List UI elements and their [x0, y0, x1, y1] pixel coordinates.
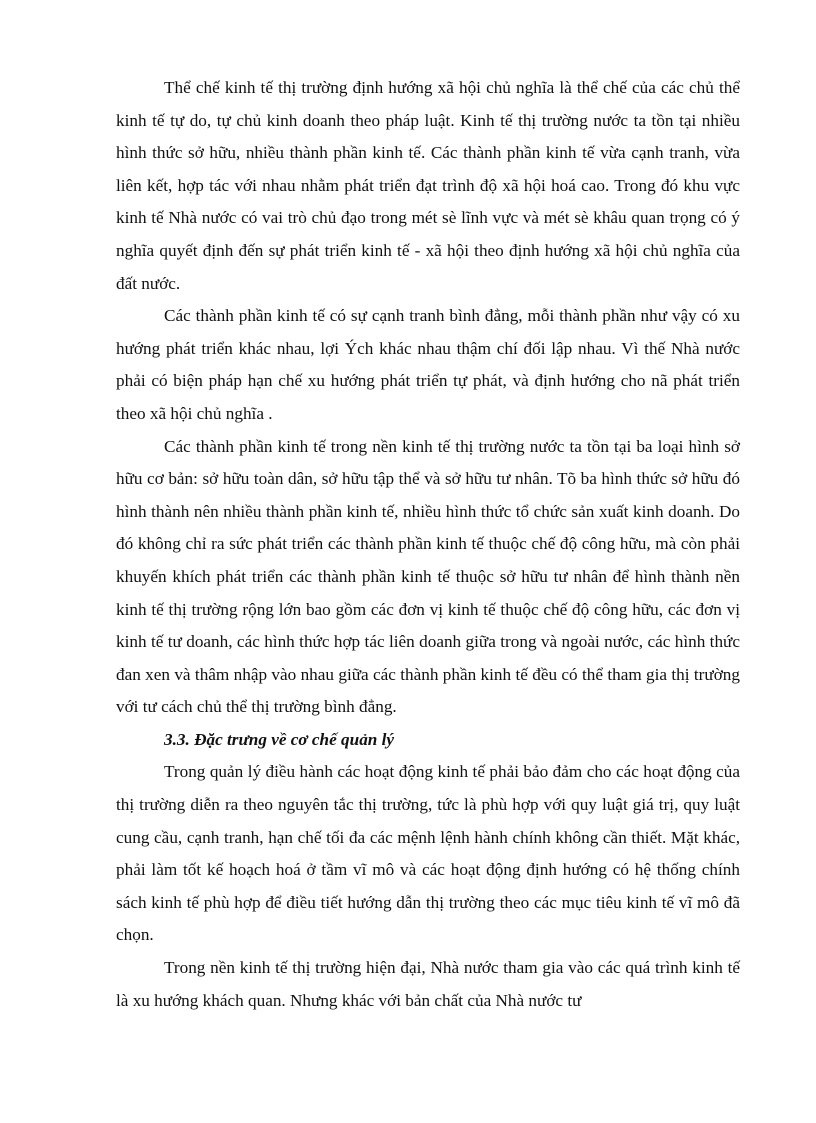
paragraph-ownership-forms: Các thành phần kinh tế trong nền kinh tế thị trường nước ta tồn tại ba loại hình sở hữu cơ bản: sở hữu toàn dân, sở hữu tập thể và sở hữu tư nhân. Tõ ba hình thức sở hữu đó hình thành nên nhiều thành phần kinh tế, nhiều hình thức tổ chức sản xuất kinh doanh. Do đó không chỉ ra sức phát triển các thành phần kinh tế thuộc chế độ công hữu, mà còn phải khuyến khích phát triển các thành phần kinh tế thuộc sở hữu tư nhân để hình thành nền kinh tế thị trường rộng lớn bao gồm các đơn vị kinh tế thuộc chế độ công hữu, các đơn vị kinh tế tư doanh, các hình thức hợp tác liên doanh giữa trong và ngoài nước, các hình thức đan xen và thâm nhập vào nhau giữa các thành phần kinh tế đều có thể tham gia thị trường với tư cách chủ thể thị trường bình đẳng.: [116, 436, 740, 717]
paragraph-management-principles: Trong quản lý điều hành các hoạt động kinh tế phải bảo đảm cho các hoạt động của thị trường diễn ra theo nguyên tắc thị trường, tức là phù hợp với quy luật giá trị, quy luật cung cầu, cạnh tranh, hạn chế tối đa các mệnh lệnh hành chính không cần thiết. Mặt khác, phải làm tốt kế hoạch hoá ở tầm vĩ mô và các hoạt động định hướng có hệ thống chính sách kinh tế phù hợp để điều tiết hướng dẫn thị trường theo các mục tiêu kinh tế vĩ mô đã chọn.: [116, 762, 740, 945]
paragraph-economic-institution: Thể chế kinh tế thị trường định hướng xã hội chủ nghĩa là thể chế của các chủ thể kinh tế tự do, tự chủ kinh doanh theo pháp luật. Kinh tế thị trường nước ta tồn tại nhiều hình thức sở hữu, nhiều thành phần kinh tế. Các thành phần kinh tế vừa cạnh tranh, vừa liên kết, hợp tác với nhau nhằm phát triển đạt trình độ xã hội hoá cao. Trong đó khu vực kinh tế Nhà nước có vai trò chủ đạo trong mét sè lĩnh vực và mét sè khâu quan trọng có ý nghĩa quyết định đến sự phát triển kinh tế - xã hội theo định hướng xã hội chủ nghĩa của đất nước.: [116, 78, 740, 293]
section-heading: 3.3. Đặc trưng về cơ chế quản lý: [164, 729, 395, 749]
document-body: [116, 72, 740, 1017]
paragraph-state-participation: Trong nền kinh tế thị trường hiện đại, Nhà nước tham gia vào các quá trình kinh tế là xu hướng khách quan. Nhưng khác với bản chất của Nhà nước tư: [116, 958, 740, 1010]
paragraph-equal-competition: Các thành phần kinh tế có sự cạnh tranh bình đẳng, mỗi thành phần như vậy có xu hướng phát triển khác nhau, lợi Ých khác nhau thậm chí đối lập nhau. Vì thế Nhà nước phải có biện pháp hạn chế xu hướng phát triển tự phát, và định hướng cho nã phát triển theo xã hội chủ nghĩa .: [116, 306, 740, 423]
